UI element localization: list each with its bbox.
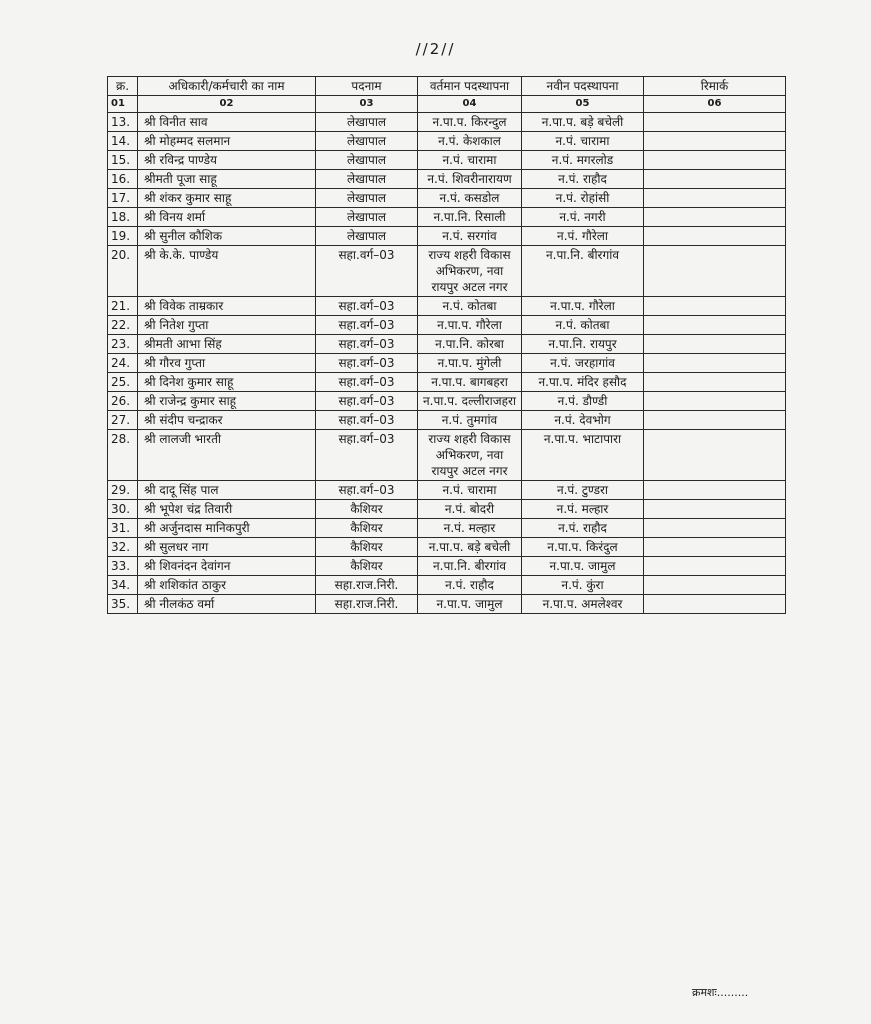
transfer-table xyxy=(107,76,786,614)
cell-remark xyxy=(644,595,786,614)
cell-current-posting: न.पं. राहौद xyxy=(418,576,522,595)
cell-remark xyxy=(644,430,786,481)
cell-remark xyxy=(644,316,786,335)
cell-current-posting: न.पा.नि. कोरबा xyxy=(418,335,522,354)
table-row xyxy=(108,595,786,614)
cell-designation: लेखापाल xyxy=(316,170,418,189)
cell-sno: 23. xyxy=(108,335,138,354)
cell-name: श्रीमती आभा सिंह xyxy=(138,335,316,354)
cell-sno: 28. xyxy=(108,430,138,481)
cell-designation: सहा.वर्ग–03 xyxy=(316,316,418,335)
cell-remark xyxy=(644,354,786,373)
cell-name: श्री शिवनंदन देवांगन xyxy=(138,557,316,576)
table-row xyxy=(108,576,786,595)
cell-designation: लेखापाल xyxy=(316,151,418,170)
table-row xyxy=(108,430,786,481)
cell-new-posting: न.पं. डौण्डी xyxy=(522,392,644,411)
cell-designation: सहा.वर्ग–03 xyxy=(316,297,418,316)
header-remark: रिमार्क xyxy=(644,77,786,96)
cell-new-posting: न.पं. मल्हार xyxy=(522,500,644,519)
cell-sno: 19. xyxy=(108,227,138,246)
cell-new-posting: न.पा.नि. रायपुर xyxy=(522,335,644,354)
cell-current-posting: न.पं. बोदरी xyxy=(418,500,522,519)
cell-name: श्री गौरव गुप्ता xyxy=(138,354,316,373)
cell-name: श्री भूपेश चंद्र तिवारी xyxy=(138,500,316,519)
cell-designation: लेखापाल xyxy=(316,189,418,208)
table-row xyxy=(108,227,786,246)
cell-new-posting: न.पा.प. मंदिर हसौद xyxy=(522,373,644,392)
cell-designation: सहा.वर्ग–03 xyxy=(316,354,418,373)
cell-sno: 32. xyxy=(108,538,138,557)
cell-designation: लेखापाल xyxy=(316,113,418,132)
cell-designation: लेखापाल xyxy=(316,132,418,151)
cell-designation: सहा.वर्ग–03 xyxy=(316,392,418,411)
cell-remark xyxy=(644,297,786,316)
cell-designation: कैशियर xyxy=(316,519,418,538)
cell-new-posting: न.पं. टुण्डरा xyxy=(522,481,644,500)
cell-new-posting: न.पं. मगरलोड xyxy=(522,151,644,170)
cell-remark xyxy=(644,538,786,557)
cell-name: श्री शशिकांत ठाकुर xyxy=(138,576,316,595)
cell-name: श्री दिनेश कुमार साहू xyxy=(138,373,316,392)
cell-current-posting: न.पं. चारामा xyxy=(418,151,522,170)
table-row xyxy=(108,538,786,557)
table-row xyxy=(108,335,786,354)
table-row xyxy=(108,500,786,519)
table-row xyxy=(108,151,786,170)
cell-name: श्री के.के. पाण्डेय xyxy=(138,246,316,297)
cell-remark xyxy=(644,576,786,595)
table-row xyxy=(108,208,786,227)
cell-sno: 31. xyxy=(108,519,138,538)
cell-sno: 20. xyxy=(108,246,138,297)
cell-current-posting: न.पं. मल्हार xyxy=(418,519,522,538)
cell-sno: 18. xyxy=(108,208,138,227)
cell-remark xyxy=(644,519,786,538)
cell-current-posting: न.पा.नि. रिसाली xyxy=(418,208,522,227)
cell-name: श्री विनय शर्मा xyxy=(138,208,316,227)
cell-current-posting: न.पं. सरगांव xyxy=(418,227,522,246)
column-number: 05 xyxy=(522,96,644,113)
cell-new-posting: न.पं. राहौद xyxy=(522,170,644,189)
cell-new-posting: न.पा.प. जामुल xyxy=(522,557,644,576)
cell-current-posting: राज्य शहरी विकास अभिकरण, नवा रायपुर अटल नगर xyxy=(418,246,522,297)
cell-current-posting: न.पं. कसडोल xyxy=(418,189,522,208)
cell-sno: 29. xyxy=(108,481,138,500)
cell-designation: सहा.वर्ग–03 xyxy=(316,246,418,297)
cell-new-posting: न.पं. कुंरा xyxy=(522,576,644,595)
cell-name: श्री लालजी भारती xyxy=(138,430,316,481)
cell-remark xyxy=(644,170,786,189)
cell-designation: लेखापाल xyxy=(316,208,418,227)
cell-remark xyxy=(644,411,786,430)
cell-sno: 16. xyxy=(108,170,138,189)
cell-current-posting: न.पं. चारामा xyxy=(418,481,522,500)
cell-sno: 22. xyxy=(108,316,138,335)
cell-remark xyxy=(644,132,786,151)
cell-current-posting: न.पा.प. बड़े बचेली xyxy=(418,538,522,557)
header-sno: क्र. xyxy=(108,77,138,96)
cell-sno: 24. xyxy=(108,354,138,373)
table-row xyxy=(108,113,786,132)
cell-remark xyxy=(644,335,786,354)
cell-remark xyxy=(644,113,786,132)
table-row xyxy=(108,481,786,500)
cell-designation: सहा.वर्ग–03 xyxy=(316,373,418,392)
table-row xyxy=(108,316,786,335)
cell-designation: सहा.वर्ग–03 xyxy=(316,411,418,430)
table-row xyxy=(108,297,786,316)
cell-new-posting: न.पं. गौरेला xyxy=(522,227,644,246)
cell-remark xyxy=(644,189,786,208)
cell-current-posting: न.पा.प. दल्लीराजहरा xyxy=(418,392,522,411)
cell-sno: 13. xyxy=(108,113,138,132)
cell-sno: 14. xyxy=(108,132,138,151)
table-row xyxy=(108,557,786,576)
cell-name: श्री शंकर कुमार साहू xyxy=(138,189,316,208)
cell-name: श्री दादू सिंह पाल xyxy=(138,481,316,500)
column-number: 04 xyxy=(418,96,522,113)
table-row xyxy=(108,373,786,392)
cell-name: श्री नितेश गुप्ता xyxy=(138,316,316,335)
column-number: 03 xyxy=(316,96,418,113)
cell-sno: 34. xyxy=(108,576,138,595)
table-row xyxy=(108,519,786,538)
header-row xyxy=(108,77,786,96)
cell-designation: सहा.राज.निरी. xyxy=(316,576,418,595)
cell-name: श्री मोहम्मद सलमान xyxy=(138,132,316,151)
cell-current-posting: न.पं. शिवरीनारायण xyxy=(418,170,522,189)
cell-sno: 15. xyxy=(108,151,138,170)
cell-remark xyxy=(644,500,786,519)
cell-current-posting: न.पा.प. मुंगेली xyxy=(418,354,522,373)
table-row xyxy=(108,246,786,297)
table-row xyxy=(108,189,786,208)
page-number: //2// xyxy=(415,40,456,58)
cell-new-posting: न.पं. नगरी xyxy=(522,208,644,227)
cell-designation: सहा.राज.निरी. xyxy=(316,595,418,614)
cell-current-posting: न.पा.नि. बीरगांव xyxy=(418,557,522,576)
cell-remark xyxy=(644,246,786,297)
cell-name: श्रीमती पूजा साहू xyxy=(138,170,316,189)
cell-designation: कैशियर xyxy=(316,538,418,557)
cell-sno: 25. xyxy=(108,373,138,392)
column-number: 01 xyxy=(108,96,138,113)
column-number: 02 xyxy=(138,96,316,113)
header-designation: पदनाम xyxy=(316,77,418,96)
cell-designation: सहा.वर्ग–03 xyxy=(316,481,418,500)
cell-name: श्री विवेक ताम्रकार xyxy=(138,297,316,316)
cell-designation: कैशियर xyxy=(316,557,418,576)
cell-new-posting: न.पं. चारामा xyxy=(522,132,644,151)
cell-remark xyxy=(644,227,786,246)
cell-current-posting: न.पा.प. किरन्दुल xyxy=(418,113,522,132)
header-new-posting: नवीन पदस्थापना xyxy=(522,77,644,96)
cell-sno: 17. xyxy=(108,189,138,208)
cell-name: श्री अर्जुनदास मानिकपुरी xyxy=(138,519,316,538)
cell-new-posting: न.पा.प. गौरेला xyxy=(522,297,644,316)
cell-new-posting: न.पा.प. अमलेश्वर xyxy=(522,595,644,614)
cell-name: श्री राजेन्द्र कुमार साहू xyxy=(138,392,316,411)
table-row xyxy=(108,354,786,373)
cell-remark xyxy=(644,373,786,392)
column-number-row xyxy=(108,96,786,113)
cell-new-posting: न.पा.प. बड़े बचेली xyxy=(522,113,644,132)
cell-designation: कैशियर xyxy=(316,500,418,519)
cell-sno: 21. xyxy=(108,297,138,316)
cell-name: श्री नीलकंठ वर्मा xyxy=(138,595,316,614)
cell-new-posting: न.पा.प. किरंदुल xyxy=(522,538,644,557)
cell-current-posting: न.पा.प. जामुल xyxy=(418,595,522,614)
cell-remark xyxy=(644,208,786,227)
continued-note: क्रमशः......... xyxy=(692,986,749,999)
cell-current-posting: न.पा.प. गौरेला xyxy=(418,316,522,335)
cell-name: श्री संदीप चन्द्राकर xyxy=(138,411,316,430)
cell-current-posting: न.पं. केशकाल xyxy=(418,132,522,151)
cell-new-posting: न.पं. जरहागांव xyxy=(522,354,644,373)
cell-current-posting: न.पा.प. बागबहरा xyxy=(418,373,522,392)
cell-sno: 35. xyxy=(108,595,138,614)
cell-new-posting: न.पा.नि. बीरगांव xyxy=(522,246,644,297)
cell-name: श्री विनीत साव xyxy=(138,113,316,132)
header-current-posting: वर्तमान पदस्थापना xyxy=(418,77,522,96)
table-row xyxy=(108,170,786,189)
cell-remark xyxy=(644,392,786,411)
cell-name: श्री रविन्द्र पाण्डेय xyxy=(138,151,316,170)
cell-new-posting: न.पं. राहौद xyxy=(522,519,644,538)
cell-sno: 26. xyxy=(108,392,138,411)
cell-remark xyxy=(644,151,786,170)
table-row xyxy=(108,411,786,430)
cell-designation: सहा.वर्ग–03 xyxy=(316,335,418,354)
cell-new-posting: न.पा.प. भाटापारा xyxy=(522,430,644,481)
cell-sno: 30. xyxy=(108,500,138,519)
cell-remark xyxy=(644,557,786,576)
cell-new-posting: न.पं. देवभोग xyxy=(522,411,644,430)
cell-current-posting: न.पं. तुमगांव xyxy=(418,411,522,430)
cell-sno: 27. xyxy=(108,411,138,430)
table-row xyxy=(108,132,786,151)
cell-new-posting: न.पं. रोहांसी xyxy=(522,189,644,208)
header-name: अधिकारी/कर्मचारी का नाम xyxy=(138,77,316,96)
cell-designation: सहा.वर्ग–03 xyxy=(316,430,418,481)
cell-current-posting: राज्य शहरी विकास अभिकरण, नवा रायपुर अटल नगर xyxy=(418,430,522,481)
cell-current-posting: न.पं. कोतबा xyxy=(418,297,522,316)
column-number: 06 xyxy=(644,96,786,113)
cell-remark xyxy=(644,481,786,500)
cell-designation: लेखापाल xyxy=(316,227,418,246)
cell-new-posting: न.पं. कोतबा xyxy=(522,316,644,335)
table-row xyxy=(108,392,786,411)
cell-name: श्री सुलधर नाग xyxy=(138,538,316,557)
cell-name: श्री सुनील कौशिक xyxy=(138,227,316,246)
cell-sno: 33. xyxy=(108,557,138,576)
